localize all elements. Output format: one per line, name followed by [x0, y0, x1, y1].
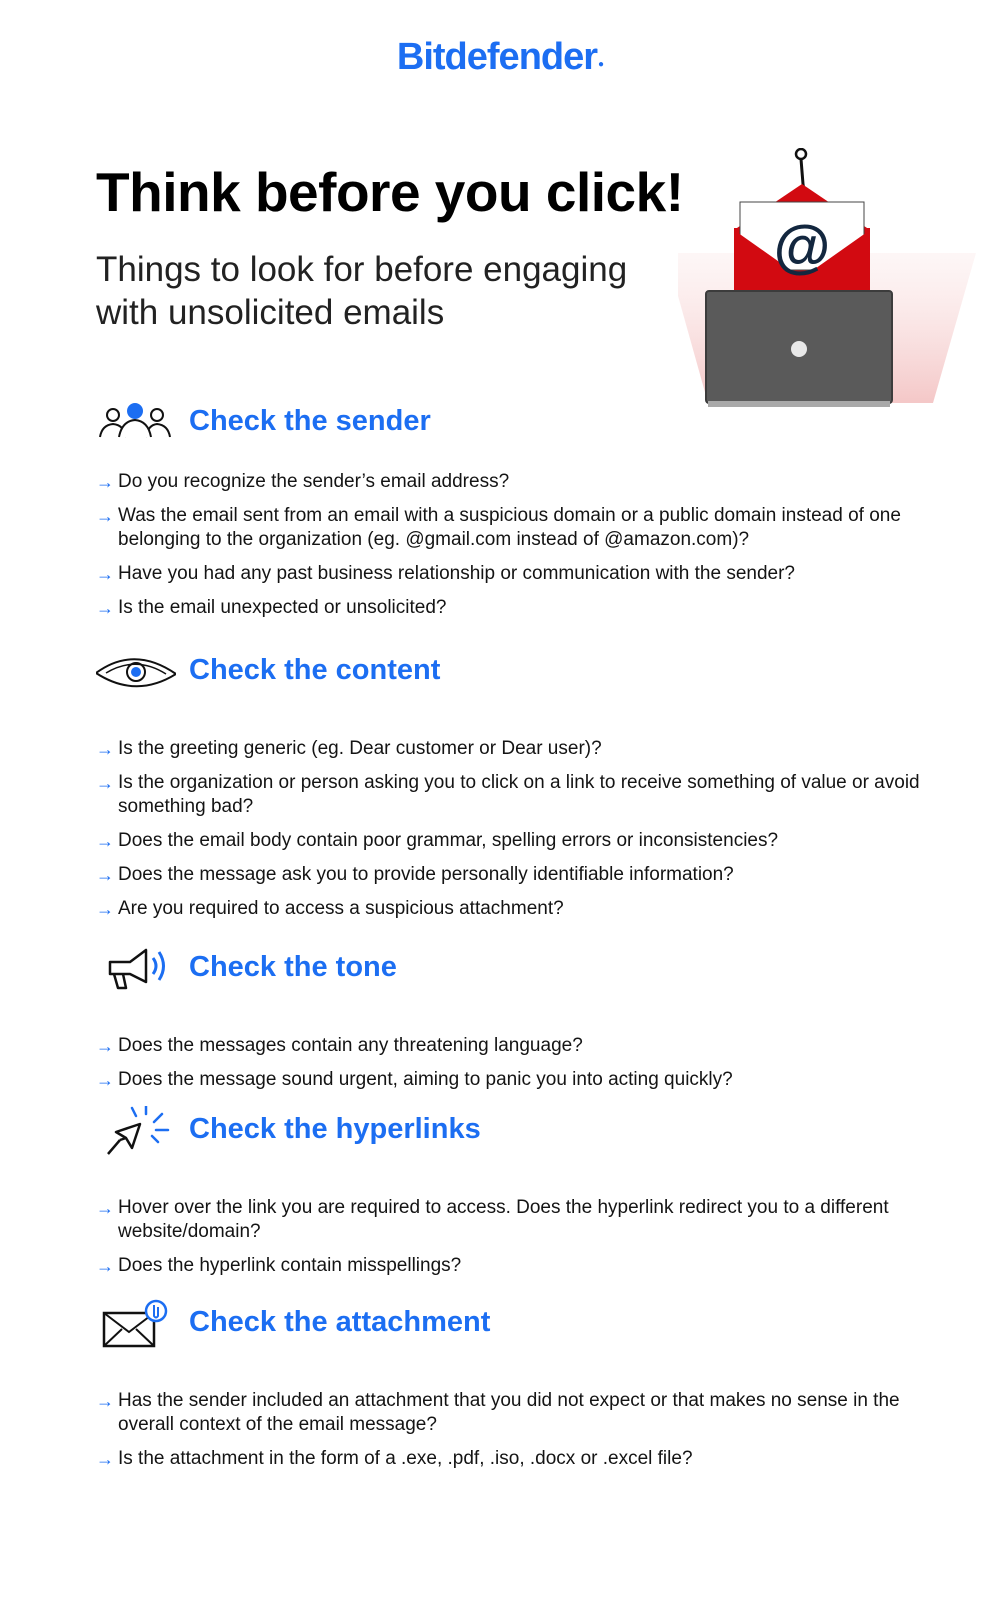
arrow-right-icon: →: [96, 773, 114, 793]
arrow-right-icon: →: [96, 831, 114, 851]
arrow-right-icon: →: [96, 472, 114, 492]
checklist-item: [96, 771, 926, 819]
checklist-item: [96, 504, 926, 552]
checklist-item: [96, 1034, 926, 1058]
bitdefender-logo: [0, 36, 1000, 79]
checklist-item-text: Have you had any past business relationship or communication with the sender?: [118, 563, 795, 584]
section-header: [96, 398, 926, 448]
checklist-item-text: Hover over the link you are required to access. Does the hyperlink redirect you to a different website/domain?: [118, 1197, 889, 1242]
arrow-right-icon: →: [96, 598, 114, 618]
section-header: [96, 1299, 926, 1349]
checklist-item-text: Do you recognize the sender’s email address?: [118, 471, 510, 492]
checklist-item: [96, 596, 926, 620]
checklist-item: [96, 1196, 926, 1244]
checklist-item: [96, 863, 926, 887]
section-check-the-attachment: [96, 1299, 926, 1481]
checklist-item-text: Is the email unexpected or unsolicited?: [118, 597, 447, 618]
arrow-right-icon: →: [96, 564, 114, 584]
page-title: Think before you click!: [96, 161, 684, 223]
checklist-item: [96, 1389, 926, 1437]
checklist-item-text: Is the organization or person asking you to click on a link to receive something of value or avoid something bad?: [118, 772, 920, 817]
section-title: Check the tone: [189, 951, 397, 983]
megaphone-icon: [96, 944, 176, 994]
arrow-right-icon: →: [96, 1449, 114, 1469]
section-check-the-hyperlinks: [96, 1106, 926, 1288]
cursor-click-icon: [96, 1106, 176, 1156]
checklist-item: [96, 562, 926, 586]
checklist-item: [96, 470, 926, 494]
arrow-right-icon: →: [96, 1256, 114, 1276]
checklist-item-text: Are you required to access a suspicious attachment?: [118, 898, 564, 919]
arrow-right-icon: →: [96, 865, 114, 885]
arrow-right-icon: →: [96, 899, 114, 919]
section-check-the-content: [96, 647, 926, 931]
people-icon: [96, 398, 176, 448]
section-items: [96, 1389, 926, 1471]
section-header: [96, 647, 926, 697]
checklist-item: [96, 829, 926, 853]
section-items: [96, 737, 926, 921]
checklist-item-text: Does the email body contain poor grammar, spelling errors or inconsistencies?: [118, 830, 779, 851]
arrow-right-icon: →: [96, 1391, 114, 1411]
checklist-item-text: Is the attachment in the form of a .exe, .pdf, .iso, .docx or .excel file?: [118, 1448, 693, 1469]
checklist-item: [96, 1068, 926, 1092]
logo-text: Bitdefender: [396, 36, 598, 78]
arrow-right-icon: →: [96, 1070, 114, 1090]
section-title: Check the hyperlinks: [189, 1113, 481, 1145]
laptop-icon: [706, 291, 892, 407]
section-items: [96, 1196, 926, 1278]
checklist-item: [96, 1254, 926, 1278]
checklist-item-text: Does the messages contain any threatening language?: [118, 1035, 583, 1056]
section-check-the-tone: [96, 944, 926, 1102]
section-title: Check the content: [189, 654, 441, 686]
checklist-item-text: Is the greeting generic (eg. Dear customer or Dear user)?: [118, 738, 602, 759]
section-check-the-sender: [96, 398, 926, 630]
arrow-right-icon: →: [96, 506, 114, 526]
page-subtitle: Things to look for before engaging with unsolicited emails: [96, 250, 628, 332]
checklist-item: [96, 737, 926, 761]
section-items: [96, 470, 926, 620]
arrow-right-icon: →: [96, 1036, 114, 1056]
section-title: Check the attachment: [189, 1306, 491, 1338]
section-items: [96, 1034, 926, 1092]
at-sign-icon: @: [773, 214, 831, 279]
section-header: [96, 1106, 926, 1156]
eye-icon: [96, 647, 176, 697]
checklist-item: [96, 1447, 926, 1471]
section-header: [96, 944, 926, 994]
envelope-icon: [734, 184, 870, 296]
checklist-item-text: Does the message sound urgent, aiming to panic you into acting quickly?: [118, 1069, 733, 1090]
checklist-item-text: Has the sender included an attachment that you did not expect or that makes no sense in the overall context of the email message?: [118, 1390, 900, 1435]
checklist-item: [96, 897, 926, 921]
checklist-item-text: Does the message ask you to provide personally identifiable information?: [118, 864, 734, 885]
phishing-laptop-illustration: [678, 148, 988, 430]
logo-dot: ●: [598, 59, 604, 70]
checklist-item-text: Does the hyperlink contain misspellings?: [118, 1255, 462, 1276]
arrow-right-icon: →: [96, 739, 114, 759]
arrow-right-icon: →: [96, 1198, 114, 1218]
checklist-item-text: Was the email sent from an email with a suspicious domain or a public domain instead of one belonging to the organization (eg. @gmail.com instead of @amazon.com)?: [118, 505, 901, 550]
section-title: Check the sender: [189, 405, 431, 437]
envelope-attachment-icon: [96, 1299, 176, 1349]
